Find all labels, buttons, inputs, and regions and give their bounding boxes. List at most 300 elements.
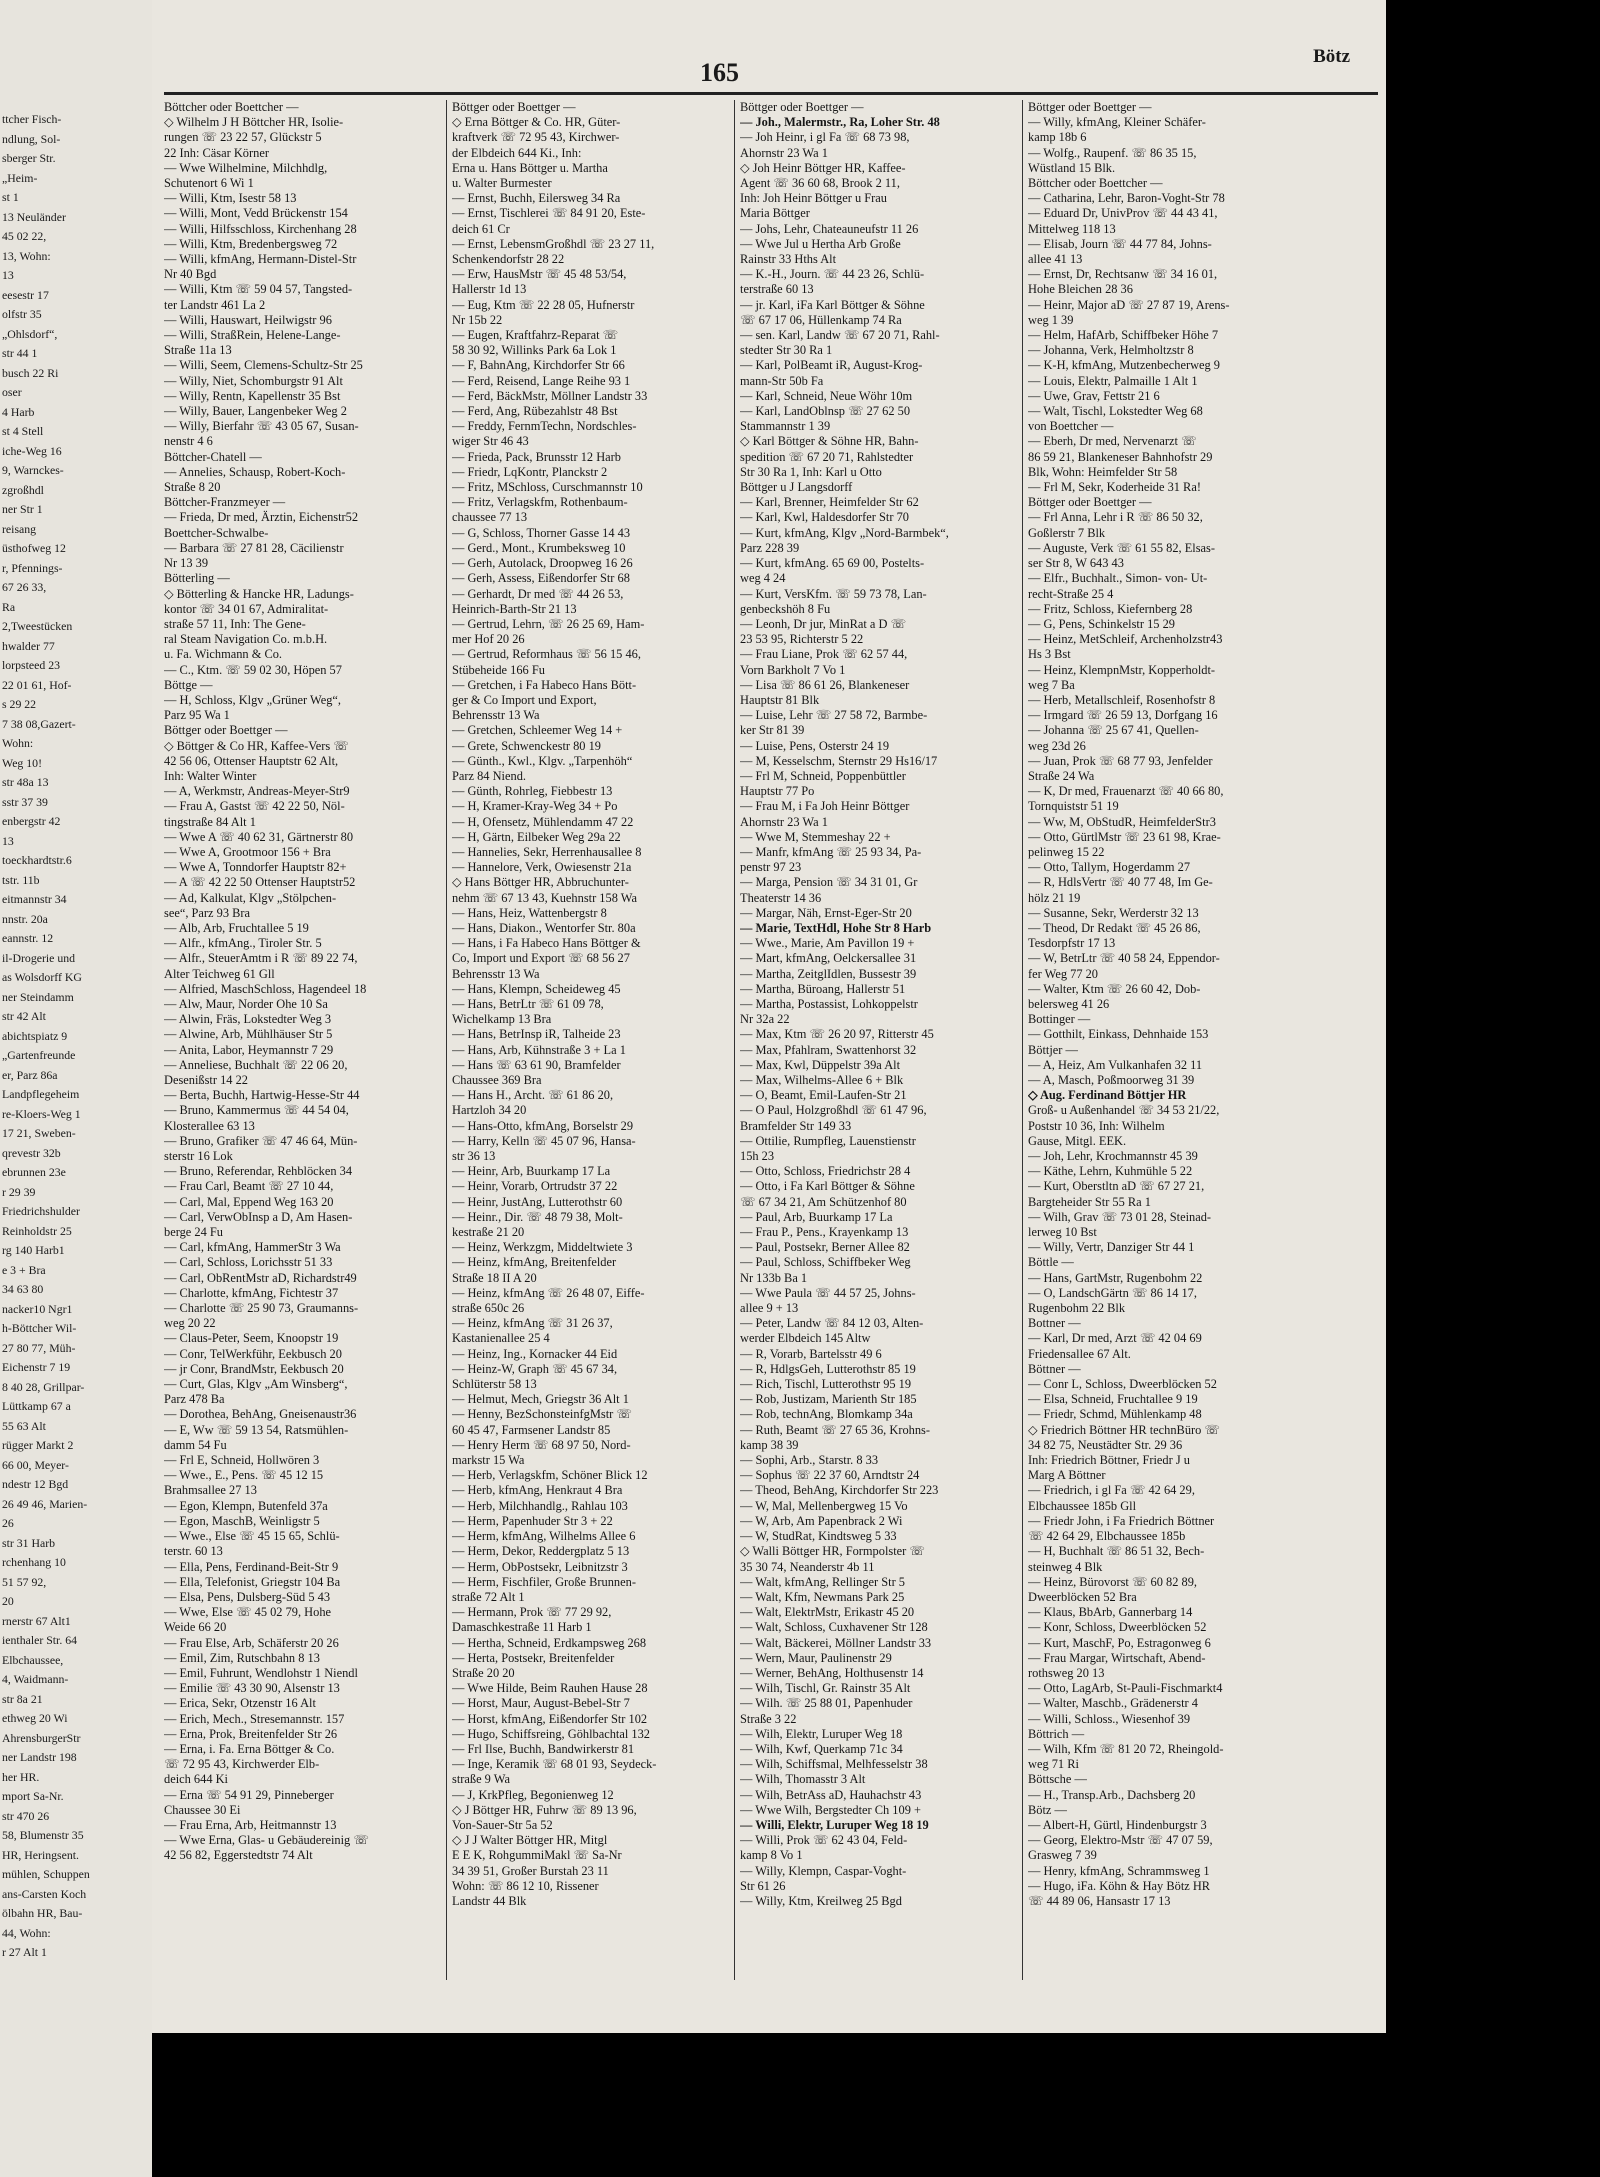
left-page-line: 9, Warnckes- xyxy=(2,463,64,477)
directory-entry: — Frl Ilse, Buchh, Bandwirkerstr 81 xyxy=(452,1741,635,1756)
directory-entry: — Heinz, Werkzgm, Middeltwiete 3 xyxy=(452,1240,633,1255)
directory-entry: — Elfr., Buchhalt., Simon- von- Ut- xyxy=(1028,571,1208,586)
directory-entry: — Louis, Elektr, Palmaille 1 Alt 1 xyxy=(1028,373,1198,388)
left-page-line: 4, Waidmann- xyxy=(2,1672,69,1686)
directory-entry: Böttcher oder Boettcher — xyxy=(164,100,299,114)
directory-entry: — Erich, Mech., Stresemannstr. 157 xyxy=(164,1711,345,1726)
directory-entry: — Joh Heinr, i gl Fa ☏ 68 73 98, xyxy=(740,130,910,145)
directory-entry: 42 56 06, Ottenser Hauptstr 62 Alt, xyxy=(164,753,339,768)
directory-entry: ☏ 72 95 43, Kirchwerder Elb- xyxy=(164,1757,320,1772)
directory-entry: — Wilh, Tischl, Gr. Rainstr 35 Alt xyxy=(740,1681,911,1696)
directory-entry: chaussee 77 13 xyxy=(452,510,528,525)
directory-entry: — Karl, Schneid, Neue Wöhr 10m xyxy=(740,388,913,403)
directory-entry: — Willi, kfmAng, Hermann-Distel-Str xyxy=(164,252,357,267)
directory-entry: — Johanna, Verk, Helmholtzstr 8 xyxy=(1028,343,1194,358)
directory-entry: — Egon, Klempn, Butenfeld 37a xyxy=(164,1498,328,1513)
directory-entry: — Heinz, KlempnMstr, Kopperholdt- xyxy=(1028,662,1216,677)
directory-entry: Böttger oder Boettger — xyxy=(1028,495,1152,510)
left-page-line: e 3 + Bra xyxy=(2,1262,46,1277)
directory-entry: ◇ Wilhelm J H Böttcher HR, Isolie- xyxy=(164,115,344,130)
left-page-line: lorpsteed 23 xyxy=(2,658,60,672)
directory-entry: Blk, Wohn: Heimfelder Str 58 xyxy=(1028,464,1178,479)
left-page-line: ndestr 12 Bgd xyxy=(2,1477,69,1491)
directory-entry: Bramfelder Str 149 33 xyxy=(740,1118,852,1133)
directory-entry: — Frau Else, Arb, Schäferstr 20 26 xyxy=(164,1635,339,1650)
left-page-line: 58, Blumenstr 35 xyxy=(2,1828,84,1842)
directory-entry: — Frau Erna, Arb, Heitmannstr 13 xyxy=(164,1817,337,1832)
directory-entry: — Martha, Postassist, Lohkoppelstr xyxy=(740,996,918,1011)
directory-entry: — Willy, Bauer, Langenbeker Weg 2 xyxy=(164,404,347,419)
directory-entry: Parz 228 39 xyxy=(740,540,800,555)
directory-entry: ◇ Hans Böttger HR, Abbruchunter- xyxy=(452,875,629,890)
directory-entry: ter Landstr 461 La 2 xyxy=(164,297,266,312)
directory-entry: — Willi, Prok ☏ 62 43 04, Feld- xyxy=(740,1833,908,1848)
directory-entry: Parz 84 Niend. xyxy=(452,768,526,783)
directory-entry: kamp 8 Vo 1 xyxy=(740,1848,803,1863)
directory-entry: — Otto, LagArb, St-Pauli-Fischmarkt4 xyxy=(1028,1681,1223,1696)
left-page-line: r, Pfennings- xyxy=(2,560,63,575)
directory-entry: — Willi, Ktm ☏ 59 04 57, Tangsted- xyxy=(164,282,353,297)
directory-entry: — Wwe., Else ☏ 45 15 65, Schlü- xyxy=(164,1529,340,1544)
directory-entry: — Frau P., Pens., Krayenkamp 13 xyxy=(740,1225,909,1240)
left-page-line: 8 40 28, Grillpar- xyxy=(2,1379,85,1394)
directory-entry: Hs 3 Bst xyxy=(1028,647,1071,662)
directory-entry: — Walt, Schloss, Cuxhavener Str 128 xyxy=(740,1620,928,1635)
directory-entry: — Charlotte, kfmAng, Fichtestr 37 xyxy=(164,1285,339,1300)
column-divider xyxy=(1022,100,1023,1980)
left-page-line: Elbchaussee, xyxy=(2,1652,64,1667)
directory-entry: — Willi, Ktm, Isestr 58 13 xyxy=(164,191,297,206)
directory-entry: — Wilh, Grav ☏ 73 01 28, Steinad- xyxy=(1028,1209,1212,1224)
left-page-line: 67 26 33, xyxy=(2,580,47,594)
directory-entry: Böttcher-Franzmeyer — xyxy=(164,495,286,510)
directory-entry: — J, KrkPfleg, Begonienweg 12 xyxy=(452,1787,614,1802)
directory-entry: Böttge — xyxy=(164,677,213,692)
directory-entry: — Grete, Schwenckestr 80 19 xyxy=(452,738,601,753)
directory-entry: Böttrich — xyxy=(1028,1726,1085,1741)
left-page-line: Eichenstr 7 19 xyxy=(2,1360,71,1374)
directory-entry: — C., Ktm. ☏ 59 02 30, Höpen 57 xyxy=(164,662,342,677)
directory-entry: — Heinz, Bürovorst ☏ 60 82 89, xyxy=(1028,1574,1197,1589)
directory-entry: — Friedrich, i gl Fa ☏ 42 64 29, xyxy=(1028,1483,1195,1498)
directory-entry: — Alw, Maur, Norder Ohe 10 Sa xyxy=(164,996,328,1011)
directory-entry: Str 30 Ra 1, Inh: Karl u Otto xyxy=(740,464,882,479)
directory-entry: — Lisa ☏ 86 61 26, Blankeneser xyxy=(740,677,910,692)
directory-entry: — Sophus ☏ 22 37 60, Arndtstr 24 xyxy=(740,1468,920,1483)
directory-entry: ◇ Joh Heinr Böttger HR, Kaffee- xyxy=(740,160,906,175)
column-divider xyxy=(446,100,447,1980)
directory-entry: — Wern, Maur, Paulinenstr 29 xyxy=(740,1650,892,1665)
directory-entry: — Werner, BehAng, Holthusenstr 14 xyxy=(740,1665,924,1680)
directory-entry: — Erna ☏ 54 91 29, Pinneberger xyxy=(164,1787,334,1802)
directory-entry: — Paul, Schloss, Schiffbeker Weg xyxy=(740,1255,911,1270)
directory-entry: — Walter, Maschb., Grädenerstr 4 xyxy=(1028,1696,1198,1711)
left-page-line: h-Böttcher Wil- xyxy=(2,1321,77,1335)
directory-entry: ser Str 8, W 643 43 xyxy=(1028,556,1124,571)
directory-entry: Tornquiststr 51 19 xyxy=(1028,799,1119,814)
directory-entry: Straße 11a 13 xyxy=(164,343,232,358)
directory-entry: — Rob, technAng, Blomkamp 34a xyxy=(740,1407,913,1422)
directory-column-3 xyxy=(740,100,1018,1990)
left-page-line: tstr. 11b xyxy=(2,872,40,887)
directory-entry: — Willy, Niet, Schomburgstr 91 Alt xyxy=(164,373,343,388)
directory-entry: 42 56 82, Eggerstedtstr 74 Alt xyxy=(164,1848,313,1863)
directory-entry: — A ☏ 42 22 50 Ottenser Hauptstr52 xyxy=(164,875,356,890)
directory-entry: — Ferd, Reisend, Lange Reihe 93 1 xyxy=(452,373,631,388)
left-page-line: ttcher Fisch- xyxy=(2,112,62,126)
directory-entry: — A, Werkmstr, Andreas-Meyer-Str9 xyxy=(164,784,350,799)
directory-entry: Böttger oder Boettger — xyxy=(452,100,576,114)
directory-entry: Desenißstr 14 22 xyxy=(164,1073,248,1087)
left-page-line: Friedrichshulder xyxy=(2,1204,80,1218)
directory-entry: Wichelkamp 13 Bra xyxy=(452,1012,552,1027)
directory-entry: — Karl, Brenner, Heimfelder Str 62 xyxy=(740,495,919,510)
left-page-line: 13, Wohn: xyxy=(2,248,51,263)
directory-entry: Str 61 26 xyxy=(740,1878,786,1893)
directory-entry: kontor ☏ 34 01 67, Admiralitat- xyxy=(164,601,329,616)
directory-entry: Goßlerstr 7 Blk xyxy=(1028,525,1106,540)
directory-entry: straße 650c 26 xyxy=(452,1301,525,1316)
directory-entry: — Herb, kfmAng, Henkraut 4 Bra xyxy=(452,1483,623,1498)
directory-entry: — Wwe M, Stemmeshay 22 + xyxy=(740,829,891,844)
directory-entry: — Frau Liane, Prok ☏ 62 57 44, xyxy=(740,647,908,662)
directory-entry: — A, Heiz, Am Vulkanhafen 32 11 xyxy=(1028,1057,1203,1072)
directory-entry: — W, Arb, Am Papenbrack 2 Wi xyxy=(740,1513,903,1528)
directory-entry: — Willi, StraßRein, Helene-Lange- xyxy=(164,328,341,343)
directory-entry: Mittelweg 118 13 xyxy=(1028,221,1116,236)
directory-entry: — Kurt, MaschF, Po, Estragonweg 6 xyxy=(1028,1635,1211,1650)
directory-entry: — Joh., Malermstr., Ra, Loher Str. 48 xyxy=(740,115,940,130)
left-page-line: 27 80 77, Müh- xyxy=(2,1340,76,1355)
directory-entry: — Paul, Arb, Buurkamp 17 La xyxy=(740,1209,893,1224)
directory-entry: — Käthe, Lehrn, Kuhmühle 5 22 xyxy=(1028,1164,1193,1179)
directory-entry: u. Walter Burmester xyxy=(452,176,552,191)
left-page-line: str 8a 21 xyxy=(2,1691,43,1706)
directory-entry: — Eberh, Dr med, Nervenarzt ☏ xyxy=(1028,434,1197,449)
directory-entry: Böttjer — xyxy=(1028,1042,1078,1057)
directory-entry: Böttcher oder Boettcher — xyxy=(1028,176,1163,191)
directory-entry: pelinweg 15 22 xyxy=(1028,844,1105,859)
directory-entry: — Frl Anna, Lehr i R ☏ 86 50 32, xyxy=(1028,510,1203,525)
directory-entry: — H, Schloss, Klgv „Grüner Weg“, xyxy=(164,692,342,707)
directory-entry: — Auguste, Verk ☏ 61 55 82, Elsas- xyxy=(1028,540,1216,555)
directory-entry: — Willy, Bierfahr ☏ 43 05 67, Susan- xyxy=(164,419,359,434)
left-page-line: r 27 Alt 1 xyxy=(2,1945,47,1959)
directory-entry: — Walt, Kfm, Newmans Park 25 xyxy=(740,1589,905,1604)
directory-entry: Friedensallee 67 Alt. xyxy=(1028,1346,1131,1361)
directory-entry: — Günth., Kwl., Klgv. „Tarpenhöh“ xyxy=(452,753,633,768)
left-page-line: enbergstr 42 xyxy=(2,814,61,828)
directory-entry: — Willi, Hilfsschloss, Kirchenhang 28 xyxy=(164,221,357,236)
directory-entry: — Erna, i. Fa. Erna Böttger & Co. xyxy=(164,1741,335,1756)
directory-entry: Böttsche — xyxy=(1028,1772,1087,1787)
directory-entry: Bottner — xyxy=(1028,1316,1081,1331)
directory-entry: deich 644 Ki xyxy=(164,1772,229,1787)
directory-entry: — Heinr, Vorarb, Ortrudstr 37 22 xyxy=(452,1179,618,1194)
directory-entry: — Willi, Elektr, Luruper Weg 18 19 xyxy=(740,1817,929,1832)
directory-entry: Behrensstr 13 Wa xyxy=(452,708,540,723)
directory-entry: 22 Inh: Cäsar Körner xyxy=(164,145,269,160)
directory-entry: — Wwe A, Grootmoor 156 + Bra xyxy=(164,844,331,859)
directory-entry: — Wwe., Marie, Am Pavillon 19 + xyxy=(740,936,915,951)
directory-entry: — Carl, kfmAng, HammerStr 3 Wa xyxy=(164,1240,341,1255)
directory-entry: — Wwe A ☏ 40 62 31, Gärtnerstr 80 xyxy=(164,829,354,844)
left-page-line: r 29 39 xyxy=(2,1184,36,1199)
directory-entry: kraftverk ☏ 72 95 43, Kirchwer- xyxy=(452,130,620,145)
directory-entry: — Eduard Dr, UnivProv ☏ 44 43 41, xyxy=(1028,206,1218,221)
directory-entry: Inh: Walter Winter xyxy=(164,768,257,783)
directory-entry: — Wilh, Elektr, Luruper Weg 18 xyxy=(740,1726,903,1741)
directory-entry: — Margar, Näh, Ernst-Eger-Str 20 xyxy=(740,905,912,920)
directory-entry: — Gotthilt, Einkass, Dehnhaide 153 xyxy=(1028,1027,1209,1042)
directory-entry: — Catharina, Lehr, Baron-Voght-Str 78 xyxy=(1028,191,1225,206)
directory-entry: 35 30 74, Neanderstr 4b 11 xyxy=(740,1559,875,1574)
directory-entry: — Wilh. ☏ 25 88 01, Papenhuder xyxy=(740,1696,913,1711)
directory-entry: stedter Str 30 Ra 1 xyxy=(740,343,833,358)
left-page-line: 55 63 Alt xyxy=(2,1418,46,1433)
directory-entry: — W, BetrLtr ☏ 40 58 24, Eppendor- xyxy=(1028,951,1220,966)
directory-entry: — Ruth, Beamt ☏ 27 65 36, Krohns- xyxy=(740,1422,930,1437)
left-page-line: Reinholdstr 25 xyxy=(2,1223,72,1238)
directory-entry: Stübeheide 166 Fu xyxy=(452,662,545,677)
directory-entry: — Gretchen, i Fa Habeco Hans Bött- xyxy=(452,677,637,692)
left-page-line: Wohn: xyxy=(2,736,34,750)
directory-entry: — Susanne, Sekr, Werderstr 32 13 xyxy=(1028,905,1199,920)
directory-entry: — Anneliese, Buchhalt ☏ 22 06 20, xyxy=(164,1057,348,1072)
directory-entry: — Heinz, MetSchleif, Archenholzstr43 xyxy=(1028,632,1223,647)
directory-entry: Vorn Barkholt 7 Vo 1 xyxy=(740,662,846,677)
directory-entry: — Egon, MaschB, Weinligstr 5 xyxy=(164,1513,320,1528)
directory-entry: — W, StudRat, Kindtsweg 5 33 xyxy=(740,1529,897,1544)
left-page-line: „Ohlsdorf“, xyxy=(2,326,58,341)
directory-entry: — Bruno, Grafiker ☏ 47 46 64, Mün- xyxy=(164,1133,358,1148)
directory-entry: — Frieda, Dr med, Ärztin, Eichenstr52 xyxy=(164,510,359,525)
directory-entry: Böttle — xyxy=(1028,1255,1074,1270)
directory-entry: — Wolfg., Raupenf. ☏ 86 35 15, xyxy=(1028,145,1197,160)
directory-entry: — Charlotte ☏ 25 90 73, Graumanns- xyxy=(164,1301,359,1316)
directory-entry: Bötz — xyxy=(1028,1802,1067,1817)
left-page-line: 2,Tweestücken xyxy=(2,619,73,633)
left-page-line: as Wolsdorff KG xyxy=(2,970,82,984)
directory-entry: — F, BahnAng, Kirchdorfer Str 66 xyxy=(452,358,625,373)
directory-entry: 58 30 92, Willinks Park 6a Lok 1 xyxy=(452,343,617,358)
left-page-line: 17 21, Sweben- xyxy=(2,1126,76,1140)
left-page-line: sstr 37 39 xyxy=(2,794,48,809)
directory-entry: — Heinr., Dir. ☏ 48 79 38, Molt- xyxy=(452,1209,623,1224)
directory-entry: — Konr, Schloss, Dweerblöcken 52 xyxy=(1028,1620,1207,1635)
directory-entry: — Frau Margar, Wirtschaft, Abend- xyxy=(1028,1650,1206,1665)
left-page-line: ner Steindamm xyxy=(2,989,74,1004)
directory-entry: — Elsa, Pens, Dulsberg-Süd 5 43 xyxy=(164,1589,331,1604)
directory-entry: — Bruno, Referendar, Rehblöcken 34 xyxy=(164,1164,353,1179)
directory-entry: — Hans, Heiz, Wattenbergstr 8 xyxy=(452,905,607,920)
running-head: Bötz xyxy=(1313,46,1350,67)
directory-entry: — Luise, Lehr ☏ 27 58 72, Barmbe- xyxy=(740,708,928,723)
directory-entry: — Emil, Fuhrunt, Wendlohstr 1 Niendl xyxy=(164,1665,358,1680)
directory-entry: — Herm, ObPostsekr, Leibnitzstr 3 xyxy=(452,1559,628,1574)
column-divider xyxy=(734,100,735,1980)
directory-entry: — Emilie ☏ 43 30 90, Alsenstr 13 xyxy=(164,1681,340,1696)
directory-entry: Wohn: ☏ 86 12 10, Rissener xyxy=(452,1878,599,1893)
directory-entry: — Max, Kwl, Düppelstr 39a Alt xyxy=(740,1057,901,1072)
directory-entry: — Ernst, Buchh, Eilersweg 34 Ra xyxy=(452,191,621,206)
directory-entry: — Ernst, Dr, Rechtsanw ☏ 34 16 01, xyxy=(1028,267,1218,282)
left-page-line: ner Str 1 xyxy=(2,502,43,516)
directory-entry: — Carl, ObRentMstr aD, Richardstr49 xyxy=(164,1270,357,1285)
directory-entry: — Albert-H, Gürtl, Hindenburgstr 3 xyxy=(1028,1817,1207,1832)
directory-entry: weg 71 Ri xyxy=(1028,1757,1079,1772)
directory-entry: — Heinz, Ing., Kornacker 44 Eid xyxy=(452,1346,618,1361)
directory-entry: — Karl, PolBeamt iR, August-Krog- xyxy=(740,358,923,373)
left-page-line: 34 63 80 xyxy=(2,1282,44,1296)
directory-entry: Boettcher-Schwalbe- xyxy=(164,525,269,540)
directory-entry: — G, Pens, Schinkelstr 15 29 xyxy=(1028,616,1175,631)
directory-entry: — Frl M, Sekr, Koderheide 31 Ra! xyxy=(1028,480,1201,495)
directory-entry: markstr 15 Wa xyxy=(452,1453,525,1468)
directory-entry: Straße 18 II A 20 xyxy=(452,1270,537,1285)
left-page-line: 51 57 92, xyxy=(2,1574,47,1589)
directory-entry: — Martha, ZeitglIdlen, Bussestr 39 xyxy=(740,966,917,981)
directory-entry: — Alfr., SteuerAmtm i R ☏ 89 22 74, xyxy=(164,951,358,966)
directory-entry: Böttcher-Chatell — xyxy=(164,449,262,464)
directory-entry: — Ad, Kalkulat, Klgv „Stölpchen- xyxy=(164,890,337,905)
directory-entry: — R, HdlgsGeh, Lutterothstr 85 19 xyxy=(740,1361,916,1376)
directory-entry: — Kurt, kfmAng, Klgv „Nord-Barmbek“, xyxy=(740,525,949,540)
directory-entry: — Herb, Milchhandlg., Rahlau 103 xyxy=(452,1498,628,1513)
directory-entry: — Heinz, kfmAng, Breitenfelder xyxy=(452,1255,617,1270)
left-page-line: 45 02 22, xyxy=(2,229,47,243)
directory-entry: weg 1 39 xyxy=(1028,312,1074,327)
directory-entry: ger & Co Import und Export, xyxy=(452,692,597,707)
directory-entry: — Wwe A, Tonndorfer Hauptstr 82+ xyxy=(164,860,347,875)
directory-entry: Klosterallee 63 13 xyxy=(164,1118,255,1133)
directory-entry: Heinrich-Barth-Str 21 13 xyxy=(452,601,577,616)
directory-entry: see“, Parz 93 Bra xyxy=(164,905,251,920)
directory-entry: — Conr L, Schloss, Dweerblöcken 52 xyxy=(1028,1377,1217,1392)
directory-entry: — Rob, Justizam, Marienth Str 185 xyxy=(740,1392,917,1407)
directory-entry: — Henry, kfmAng, Schrammsweg 1 xyxy=(1028,1863,1210,1878)
left-page-line: 13 xyxy=(2,833,14,848)
directory-entry: — Wilh, Kfm ☏ 81 20 72, Rheingold- xyxy=(1028,1741,1224,1756)
directory-entry: — Eugen, Kraftfahrz-Reparat ☏ xyxy=(452,328,619,343)
left-page-line: 7 38 08,Gazert- xyxy=(2,716,76,731)
directory-entry: Parz 478 Ba xyxy=(164,1392,225,1407)
left-page-line: st 4 Stell xyxy=(2,424,44,438)
directory-entry: — H, Ofensetz, Mühlendamm 47 22 xyxy=(452,814,634,829)
left-page-line: nnstr. 20a xyxy=(2,911,48,926)
directory-entry: — Leonh, Dr jur, MinRat a D ☏ xyxy=(740,616,907,631)
directory-entry: Straße 20 20 xyxy=(452,1665,515,1680)
left-page-line: st 1 xyxy=(2,190,19,204)
directory-entry: Kastanienallee 25 4 xyxy=(452,1331,550,1346)
directory-entry: — Paul, Postsekr, Berner Allee 82 xyxy=(740,1240,910,1255)
directory-entry: Landstr 44 Blk xyxy=(452,1893,527,1908)
directory-entry: penstr 97 23 xyxy=(740,860,802,875)
directory-entry: 15h 23 xyxy=(740,1149,775,1164)
directory-entry: — Otto, GürtlMstr ☏ 23 61 98, Krae- xyxy=(1028,829,1221,844)
directory-entry: — Theod, BehAng, Kirchdorfer Str 223 xyxy=(740,1483,939,1498)
directory-entry: — Marie, TextHdl, Hohe Str 8 Harb xyxy=(740,920,932,935)
directory-entry: — Wwe., E., Pens. ☏ 45 12 15 xyxy=(164,1468,324,1483)
directory-entry: — Sophi, Arb., Starstr. 8 33 xyxy=(740,1453,879,1468)
directory-entry: fer Weg 77 20 xyxy=(1028,966,1098,981)
directory-entry: Alter Teichweg 61 Gll xyxy=(164,966,275,981)
directory-entry: — Hans, Klempn, Scheideweg 45 xyxy=(452,981,621,996)
left-page-line: rchenhang 10 xyxy=(2,1555,66,1569)
left-page-line: str 48a 13 xyxy=(2,775,49,789)
directory-entry: — E, Ww ☏ 59 13 54, Ratsmühlen- xyxy=(164,1422,349,1437)
directory-entry: ◇ Erna Böttger & Co. HR, Güter- xyxy=(452,115,621,130)
directory-entry: — Hans ☏ 63 61 90, Bramfelder xyxy=(452,1057,621,1072)
directory-entry: terstraße 60 13 xyxy=(740,282,814,297)
directory-entry: — Fritz, Verlagskfm, Rothenbaum- xyxy=(452,495,628,510)
directory-entry: — H, Buchhalt ☏ 86 51 32, Bech- xyxy=(1028,1544,1205,1559)
directory-entry: — Alfried, MaschSchloss, Hagendeel 18 xyxy=(164,981,367,996)
directory-entry: ◇ Walli Böttger HR, Formpolster ☏ xyxy=(740,1544,925,1559)
directory-entry: — Ella, Pens, Ferdinand-Beit-Str 9 xyxy=(164,1559,339,1574)
directory-entry: ◇ Aug. Ferdinand Böttjer HR xyxy=(1028,1088,1187,1103)
directory-entry: ◇ Böttger & Co HR, Kaffee-Vers ☏ xyxy=(164,738,349,753)
directory-entry: — Hans, GartMstr, Rugenbohm 22 xyxy=(1028,1270,1203,1285)
directory-entry: ☏ 67 17 06, Hüllenkamp 74 Ra xyxy=(740,312,902,327)
directory-entry: — Heinz, kfmAng ☏ 26 48 07, Eiffe- xyxy=(452,1285,645,1300)
directory-entry: — Günth, Rohrleg, Fiebbestr 13 xyxy=(452,784,613,799)
directory-entry: Inh: Friedrich Böttner, Friedr J u xyxy=(1028,1453,1190,1468)
left-page-line: str 31 Harb xyxy=(2,1535,56,1550)
directory-entry: — W, Mal, Mellenbergweg 15 Vo xyxy=(740,1498,908,1513)
directory-entry: — Bruno, Kammermus ☏ 44 54 04, xyxy=(164,1103,349,1118)
directory-entry: genbeckshöh 8 Fu xyxy=(740,601,831,616)
left-page-line: ienthaler Str. 64 xyxy=(2,1633,78,1647)
directory-page xyxy=(152,0,1386,2033)
directory-entry: — Otto, i Fa Karl Böttger & Söhne xyxy=(740,1179,915,1194)
directory-entry: — Juan, Prok ☏ 68 77 93, Jenfelder xyxy=(1028,753,1213,768)
directory-entry: mann-Str 50b Fa xyxy=(740,373,824,388)
directory-entry: Nr 13 39 xyxy=(164,556,209,571)
directory-entry: — Herm, Fischfiler, Große Brunnen- xyxy=(452,1574,636,1589)
directory-entry: — Wilh, Kwf, Querkamp 71c 34 xyxy=(740,1741,903,1756)
directory-entry: — Walt, kfmAng, Rellinger Str 5 xyxy=(740,1574,905,1589)
directory-entry: — Hans, BetrInsp iR, Talheide 23 xyxy=(452,1027,621,1042)
left-page-line: mport Sa-Nr. xyxy=(2,1789,64,1803)
left-page-line: qrevestr 32b xyxy=(2,1145,61,1160)
left-page-line: „Heim- xyxy=(2,170,38,185)
directory-entry: — Willy, kfmAng, Kleiner Schäfer- xyxy=(1028,115,1206,130)
directory-entry: Inh: Joh Heinr Böttger u Frau xyxy=(740,191,887,206)
directory-entry: — Helm, HafArb, Schiffbeker Höhe 7 xyxy=(1028,328,1219,343)
directory-entry: Bargteheider Str 55 Ra 1 xyxy=(1028,1194,1151,1209)
directory-entry: — Ww, M, ObStudR, HeimfelderStr3 xyxy=(1028,814,1216,829)
directory-entry: — Friedr, LqKontr, Planckstr 2 xyxy=(452,464,608,479)
directory-entry: straße 72 Alt 1 xyxy=(452,1589,525,1604)
directory-entry: Schutenort 6 Wi 1 xyxy=(164,176,254,191)
scan-border-right xyxy=(1386,0,1600,2177)
directory-entry: Straße 3 22 xyxy=(740,1711,797,1726)
directory-entry: — Hans, i Fa Habeco Hans Böttger & xyxy=(452,936,641,951)
directory-entry: — A, Masch, Poßmoorweg 31 39 xyxy=(1028,1073,1195,1087)
directory-entry: — Walt, ElektrMstr, Erikastr 45 20 xyxy=(740,1605,915,1620)
directory-entry: Dweerblöcken 52 Bra xyxy=(1028,1589,1137,1604)
directory-entry: — Erna, Prok, Breitenfelder Str 26 xyxy=(164,1726,338,1741)
directory-entry: — Karl, Kwl, Haldesdorfer Str 70 xyxy=(740,510,909,525)
left-page-line: rg 140 Harb1 xyxy=(2,1243,65,1257)
directory-entry: — jr. Karl, iFa Karl Böttger & Söhne xyxy=(740,297,925,312)
directory-entry: — Marga, Pension ☏ 34 31 01, Gr xyxy=(740,875,918,890)
directory-entry: werder Elbdeich 145 Altw xyxy=(740,1331,871,1346)
directory-entry: weg 4 24 xyxy=(740,571,786,586)
directory-entry: — Gretchen, Schleemer Weg 14 + xyxy=(452,723,623,738)
directory-entry: — Horst, kfmAng, Eißendorfer Str 102 xyxy=(452,1711,648,1726)
